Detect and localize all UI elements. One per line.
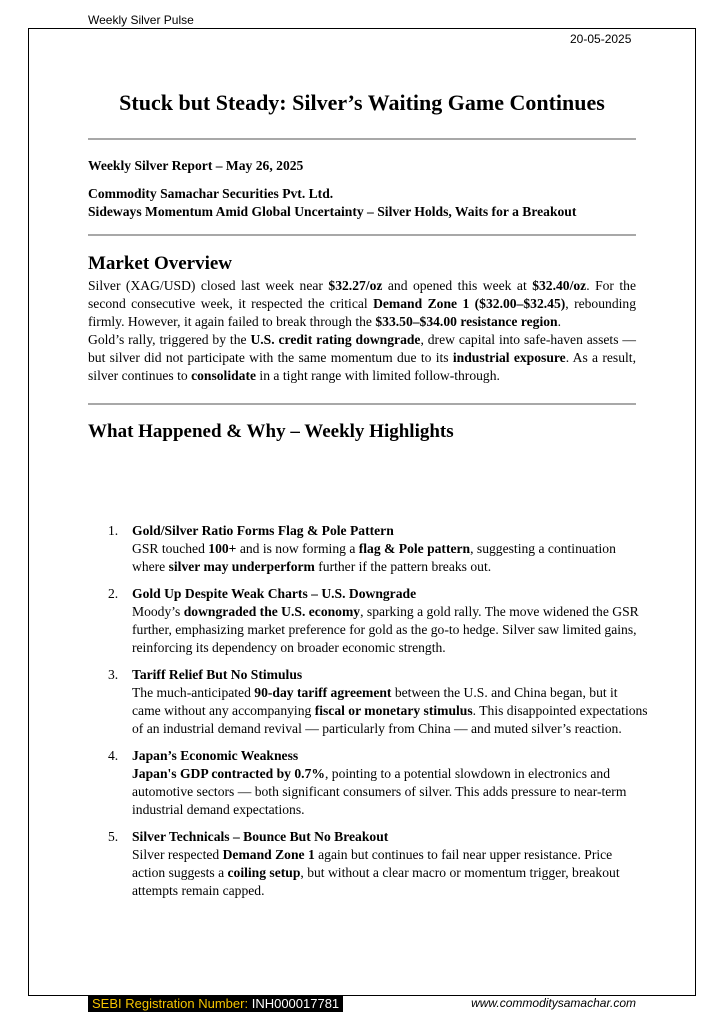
divider [88,234,636,236]
emphasis-text: consolidate [191,368,257,383]
item-number: 3. [108,667,119,682]
emphasis-text: U.S. credit rating downgrade [250,332,421,347]
emphasis-text: $33.50–$34.00 resistance region [375,314,558,329]
emphasis-text: Demand Zone 1 ($32.00–$32.45) [373,296,566,311]
item-title: Silver Technicals – Bounce But No Breakout [132,829,389,844]
emphasis-text: $32.40/oz [532,278,587,293]
emphasis-text: Japan's GDP contracted by 0.7% [132,766,325,781]
emphasis-text: $32.27/oz [328,278,383,293]
item-body: GSR touched 100+ and is now forming a flag & Pole pattern, suggesting a continuation where silver may underperform further if the pattern breaks out. [132,541,616,574]
emphasis-text: coiling setup [227,865,301,880]
sebi-label: SEBI Registration Number: [92,996,249,1011]
running-header: Weekly Silver Pulse [88,13,194,27]
divider [88,403,636,405]
emphasis-text: flag & Pole pattern [358,541,471,556]
item-body: The much-anticipated 90-day tariff agreement between the U.S. and China began, but it came without any accompanying fiscal or monetary stimulus. This disappointed expectations of an industrial demand revival — particularly from China — and muted silver’s reaction. [132,685,648,736]
list-item [108,522,648,576]
item-number: 5. [108,829,119,844]
item-body: Silver respected Demand Zone 1 again but continues to fail near upper resistance. Price action suggests a coiling setup, but without a clear macro or momentum trigger, breakout attempts remain capped. [132,847,620,898]
report-title: Stuck but Steady: Silver’s Waiting Game Continues [119,90,605,115]
emphasis-text: silver may underperform [168,559,315,574]
list-item [108,666,648,738]
item-title: Gold/Silver Ratio Forms Flag & Pole Pattern [132,523,394,538]
item-title: Gold Up Despite Weak Charts – U.S. Downgrade [132,586,417,601]
item-title: Japan’s Economic Weakness [132,748,299,763]
item-title: Tariff Relief But No Stimulus [132,667,303,682]
list-item [108,828,648,900]
emphasis-text: fiscal or monetary stimulus [314,703,473,718]
company-name: Commodity Samachar Securities Pvt. Ltd. [88,186,334,201]
company-block [88,185,636,221]
sebi-registration [88,995,343,1012]
item-number: 4. [108,748,119,763]
list-item [108,747,648,819]
item-number: 2. [108,586,119,601]
website-link[interactable]: www.commoditysamachar.com [471,996,636,1010]
emphasis-text: industrial exposure [452,350,566,365]
emphasis-text: downgraded the U.S. economy [183,604,361,619]
market-overview-paragraph-1: Silver (XAG/USD) closed last week near $32.27/oz and opened this week at $32.40/oz. For the second consecutive week, it respected the critical Demand Zone 1 ($32.00–$32.45), rebounding firmly. However, it again failed to break through the $33.50–$34.00 resistance region. [88,278,637,329]
emphasis-text: 100+ [208,541,237,556]
list-item [108,585,648,657]
report-tagline: Sideways Momentum Amid Global Uncertainty – Silver Holds, Waits for a Breakout [88,204,577,219]
item-body: Moody’s downgraded the U.S. economy, sparking a gold rally. The move widened the GSR further, emphasizing market preference for gold as the go-to hedge. Silver saw limited gains, reinforcing its dependency on broader economic strength. [132,604,639,655]
highlights-list [108,522,648,909]
report-line: Weekly Silver Report – May 26, 2025 [88,158,304,173]
report-date: 20-05-2025 [570,32,632,46]
market-overview-paragraph-2: Gold’s rally, triggered by the U.S. credit rating downgrade, drew capital into safe-haven assets — but silver did not participate with the same momentum due to its industrial exposure. As a result, silver continues to consolidate in a tight range with limited follow-through. [88,332,636,383]
item-number: 1. [108,523,119,538]
report-body [88,86,636,445]
sebi-number: INH000017781 [251,996,340,1011]
highlights-heading: What Happened & Why – Weekly Highlights [88,421,454,442]
emphasis-text: Demand Zone 1 [222,847,315,862]
market-overview-heading: Market Overview [88,253,233,274]
divider [88,138,636,140]
item-body: Japan's GDP contracted by 0.7%, pointing to a potential slowdown in electronics and automotive sectors — both significant consumers of silver. This adds pressure to near-term industrial demand expectations. [132,766,627,817]
emphasis-text: 90-day tariff agreement [254,685,392,700]
